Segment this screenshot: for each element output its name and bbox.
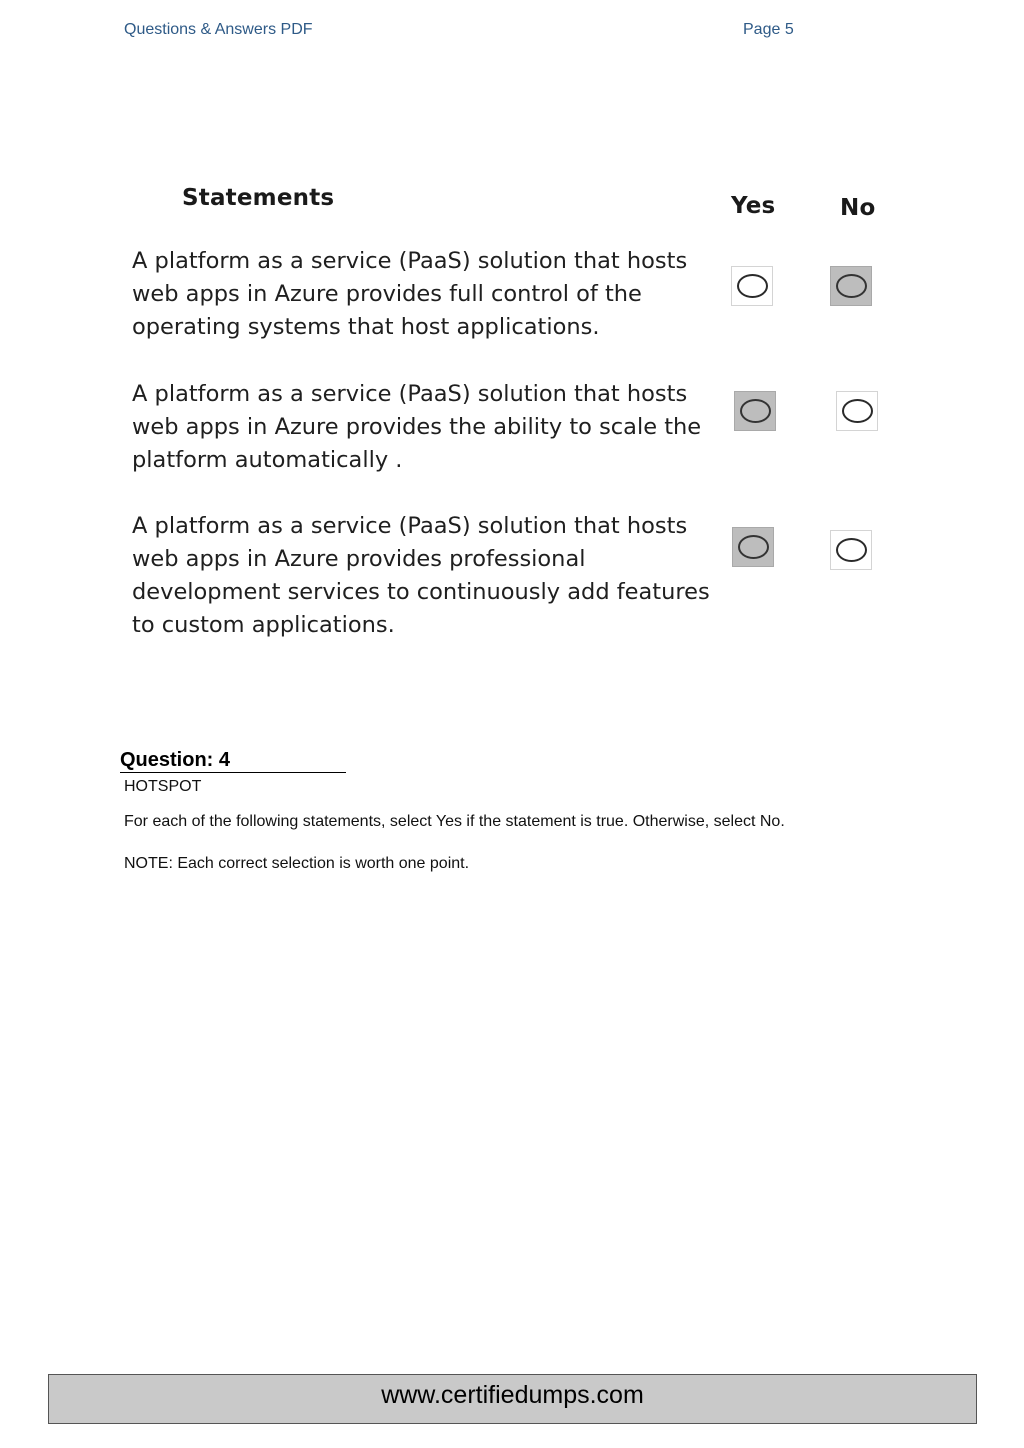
page-number: Page 5 bbox=[743, 21, 794, 38]
radio-circle-icon bbox=[740, 399, 771, 423]
footer-bar bbox=[48, 1374, 977, 1424]
radio-circle-icon bbox=[836, 538, 867, 562]
radio-circle-icon bbox=[842, 399, 873, 423]
statement-1: A platform as a service (PaaS) solution that hosts web apps in Azure provides full control of the operating systems that host applications. bbox=[132, 248, 688, 340]
statement-3-yes-radio[interactable] bbox=[732, 527, 774, 567]
question-instruction: For each of the following statements, select Yes if the statement is true. Otherwise, select No. bbox=[124, 813, 785, 830]
question-type: HOTSPOT bbox=[124, 778, 202, 795]
no-column-header: No bbox=[840, 195, 876, 221]
statement-3-no-radio[interactable] bbox=[830, 530, 872, 570]
yes-column-header: Yes bbox=[731, 193, 776, 219]
statement-2-no-radio[interactable] bbox=[836, 391, 878, 431]
answer-area-image bbox=[120, 175, 890, 645]
radio-circle-icon bbox=[836, 274, 867, 298]
statement-3: A platform as a service (PaaS) solution that hosts web apps in Azure provides professional development services to continuously add features to custom applications. bbox=[132, 513, 710, 638]
statements-column-header: Statements bbox=[182, 185, 335, 211]
statement-2: A platform as a service (PaaS) solution that hosts web apps in Azure provides the ability to scale the platform automatically . bbox=[132, 381, 702, 473]
radio-circle-icon bbox=[737, 274, 768, 298]
header-title: Questions & Answers PDF bbox=[124, 21, 313, 38]
footer-url[interactable]: www.certifiedumps.com bbox=[381, 1381, 644, 1409]
question-note: NOTE: Each correct selection is worth one point. bbox=[124, 855, 470, 872]
question-title: Question: 4 bbox=[120, 748, 346, 773]
statement-2-yes-radio[interactable] bbox=[734, 391, 776, 431]
statement-1-yes-radio[interactable] bbox=[731, 266, 773, 306]
statement-1-no-radio[interactable] bbox=[830, 266, 872, 306]
radio-circle-icon bbox=[738, 535, 769, 559]
